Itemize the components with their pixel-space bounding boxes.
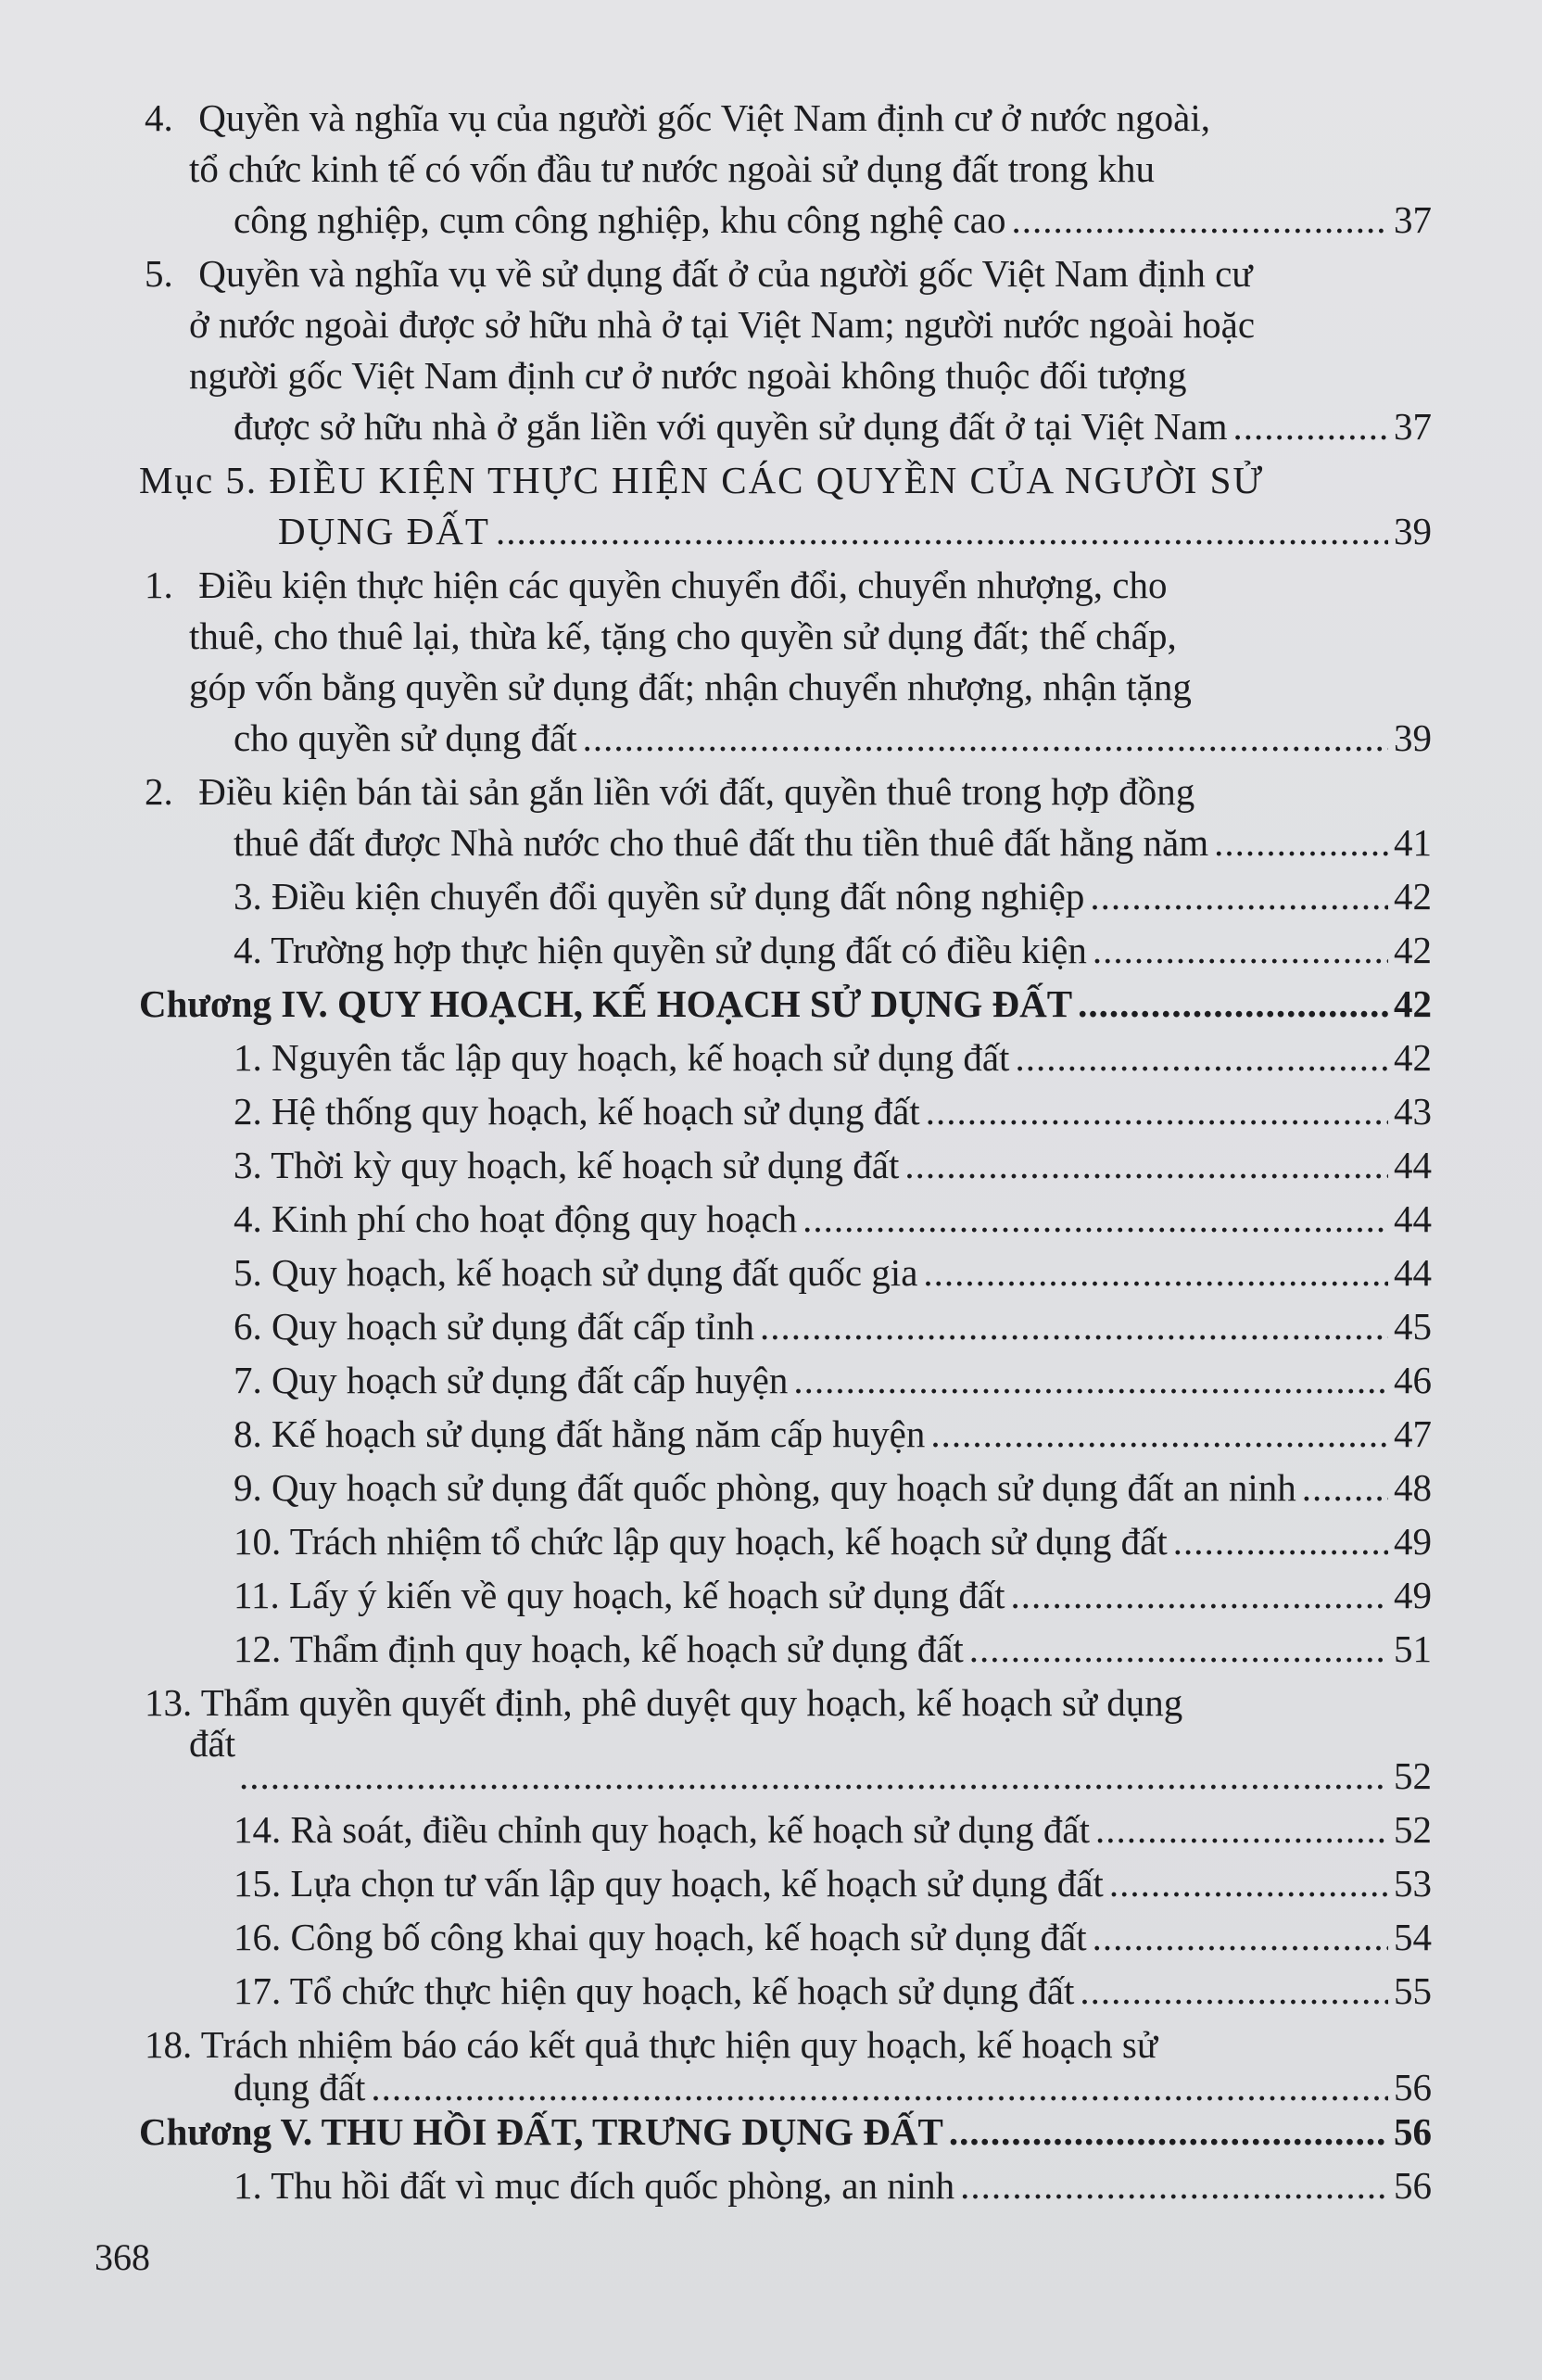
entry-text-line: được sở hữu nhà ở gắn liền với quyền sử dụng đất ở tại Việt Nam — [234, 405, 1228, 448]
entry-page: 44 — [1394, 1251, 1432, 1294]
entry-page: 43 — [1394, 1090, 1432, 1133]
leader-dots — [583, 713, 1388, 764]
entry-page: 42 — [1394, 982, 1432, 1025]
entry-text-line: thuê, cho thuê lại, thừa kế, tặng cho quyền sử dụng đất; thế chấp, — [189, 614, 1177, 657]
entry-number: 4. — [234, 1197, 262, 1240]
toc-section — [139, 455, 1432, 557]
entry-text-line: Điều kiện chuyển đổi quyền sử dụng đất nông nghiệp — [272, 875, 1085, 918]
leader-dots — [760, 1301, 1388, 1352]
entry-text-line: Tổ chức thực hiện quy hoạch, kế hoạch sử dụng đất — [289, 1969, 1075, 2012]
entry-text-line: người gốc Việt Nam định cư ở nước ngoài không thuộc đối tượng — [189, 354, 1187, 397]
toc-entry: 4. Quyền và nghĩa vụ của người gốc Việt Nam định cư ở nước ngoài, tổ chức kinh tế có vốn đầu tư nước ngoài sử dụng đất trong khu công nghiệp, cụm công nghiệp, khu công nghệ cao ..... 37 — [139, 93, 1432, 246]
toc-entry — [139, 1912, 1432, 1963]
entry-text-line: Thu hồi đất vì mục đích quốc phòng, an ninh — [271, 2164, 955, 2207]
toc-entry — [139, 1858, 1432, 1909]
toc-entry — [139, 1966, 1432, 2017]
entry-page: 49 — [1394, 1520, 1432, 1563]
entry-text-line: Rà soát, điều chỉnh quy hoạch, kế hoạch sử dụng đất — [290, 1808, 1091, 1851]
entry-number: 1. — [234, 1036, 262, 1079]
leader-dots — [1011, 195, 1388, 246]
entry-text-line: Trách nhiệm tổ chức lập quy hoạch, kế hoạch sử dụng đất — [289, 1520, 1168, 1563]
toc-entry — [139, 871, 1432, 922]
leader-dots — [904, 1140, 1388, 1191]
entry-page: 48 — [1394, 1466, 1432, 1509]
entry-page: 41 — [1394, 821, 1432, 864]
leader-dots — [1093, 925, 1388, 976]
entry-page: 39 — [1394, 716, 1432, 759]
toc-entry — [139, 2160, 1432, 2211]
entry-text-line: cho quyền sử dụng đất — [234, 716, 577, 759]
entry-text-line: Trường hợp thực hiện quyền sử dụng đất có điều kiện — [271, 929, 1087, 971]
leader-dots — [239, 1751, 1388, 1802]
entry-text-line: Quy hoạch sử dụng đất cấp tỉnh — [272, 1305, 754, 1348]
entry-number: 6. — [234, 1305, 262, 1348]
entry-page: 45 — [1394, 1305, 1432, 1348]
entry-page: 56 — [1394, 2066, 1432, 2108]
leader-dots — [960, 2160, 1388, 2211]
entry-text-line: Quy hoạch, kế hoạch sử dụng đất quốc gia — [272, 1251, 918, 1294]
entry-text-line: Nguyên tắc lập quy hoạch, kế hoạch sử dụng đất — [272, 1036, 1010, 1079]
entry-page: 37 — [1394, 198, 1432, 241]
entry-text-line: Quyền và nghĩa vụ của người gốc Việt Nam định cư ở nước ngoài, — [198, 96, 1210, 139]
entry-text-line: Thẩm định quy hoạch, kế hoạch sử dụng đất — [289, 1627, 964, 1670]
leader-dots — [1233, 401, 1388, 452]
entry-number: 16. — [234, 1916, 282, 1958]
leader-dots — [1109, 1858, 1388, 1909]
toc-entry — [139, 1570, 1432, 1621]
entry-text-line: tổ chức kinh tế có vốn đầu tư nước ngoài sử dụng đất trong khu — [189, 147, 1155, 190]
leader-dots — [923, 1247, 1388, 1298]
leader-dots — [1093, 1912, 1388, 1963]
toc-entry — [139, 1804, 1432, 1855]
entry-text-line: đất — [189, 1722, 236, 1765]
leader-dots — [793, 1355, 1388, 1406]
entry-number: 17. — [234, 1969, 282, 2012]
leader-dots — [1078, 979, 1388, 1030]
toc-entry — [139, 1194, 1432, 1245]
toc-entry — [139, 1462, 1432, 1513]
table-of-contents — [139, 93, 1432, 2214]
entry-page: 47 — [1394, 1412, 1432, 1455]
entry-page: 56 — [1394, 2110, 1432, 2153]
section-title-cont: DỤNG ĐẤT — [278, 510, 490, 552]
entry-text-line: Kế hoạch sử dụng đất hằng năm cấp huyện — [272, 1412, 926, 1455]
entry-number: 15. — [234, 1862, 282, 1905]
entry-page: 42 — [1394, 1036, 1432, 1079]
entry-page: 44 — [1394, 1197, 1432, 1240]
leader-dots — [1214, 817, 1388, 868]
entry-number: 7. — [234, 1359, 262, 1401]
entry-text-line: công nghiệp, cụm công nghiệp, khu công nghệ cao — [234, 198, 1006, 241]
entry-page: 44 — [1394, 1144, 1432, 1186]
entry-number: 3. — [234, 1144, 262, 1186]
entry-text-line: dụng đất — [234, 2066, 366, 2108]
entry-page: 51 — [1394, 1627, 1432, 1670]
leader-dots — [1173, 1516, 1388, 1567]
leader-dots — [371, 2070, 1388, 2104]
leader-dots — [1011, 1570, 1388, 1621]
entry-text-line: góp vốn bằng quyền sử dụng đất; nhận chuyển nhượng, nhận tặng — [189, 665, 1192, 708]
toc-entry: 5. Quyền và nghĩa vụ về sử dụng đất ở của người gốc Việt Nam định cư ở nước ngoài được sở hữu nhà ở tại Việt Nam; người nước ngoài hoặc người gốc Việt Nam định cư ở nước ngoài không thuộc đối tượng được sở hữu nhà ở gắn liền với quyền sử dụng đất ở tại Việt Nam ..... 37 — [139, 248, 1432, 452]
toc-chapter — [139, 2107, 1432, 2158]
leader-dots — [926, 1086, 1388, 1137]
page-number: 368 — [95, 2236, 150, 2278]
entry-page: 54 — [1394, 1916, 1432, 1958]
entry-text-line: Công bố công khai quy hoạch, kế hoạch sử dụng đất — [290, 1916, 1087, 1958]
entry-number: 13. — [145, 1681, 193, 1724]
entry-number: 3. — [234, 875, 262, 918]
entry-number: 12. — [234, 1627, 282, 1670]
entry-page: 55 — [1394, 1969, 1432, 2012]
toc-entry — [139, 2019, 1432, 2108]
entry-text-line: Điều kiện bán tài sản gắn liền với đất, quyền thuê trong hợp đồng — [198, 770, 1195, 813]
entry-number: 14. — [234, 1808, 282, 1851]
entry-page: 37 — [1394, 405, 1432, 448]
leader-dots — [930, 1409, 1388, 1460]
entry-page: 39 — [1394, 510, 1432, 552]
toc-chapter — [139, 979, 1432, 1030]
leader-dots — [1080, 1966, 1388, 2017]
toc-entry — [139, 1086, 1432, 1137]
toc-entry — [139, 1247, 1432, 1298]
entry-page: 42 — [1394, 929, 1432, 971]
leader-dots — [803, 1194, 1388, 1245]
entry-number: 8. — [234, 1412, 262, 1455]
leader-dots — [949, 2107, 1388, 2158]
chapter-title: Chương IV. QUY HOẠCH, KẾ HOẠCH SỬ DỤNG ĐẤT — [139, 982, 1073, 1025]
entry-text-line: Quyền và nghĩa vụ về sử dụng đất ở của người gốc Việt Nam định cư — [198, 252, 1253, 295]
leader-dots — [496, 506, 1388, 557]
toc-entry — [139, 1516, 1432, 1567]
entry-number: 11. — [234, 1574, 280, 1616]
entry-page: 53 — [1394, 1862, 1432, 1905]
toc-entry — [139, 1409, 1432, 1460]
entry-number: 2. — [234, 1090, 262, 1133]
entry-number: 5. — [234, 1251, 262, 1294]
entry-text-line: Điều kiện thực hiện các quyền chuyển đổi, chuyển nhượng, cho — [198, 563, 1168, 606]
entry-page: 52 — [1394, 1808, 1432, 1851]
entry-text-line: ở nước ngoài được sở hữu nhà ở tại Việt Nam; người nước ngoài hoặc — [189, 303, 1256, 346]
entry-page: 49 — [1394, 1574, 1432, 1616]
entry-number: 10. — [234, 1520, 282, 1563]
entry-text-line: Lựa chọn tư vấn lập quy hoạch, kế hoạch sử dụng đất — [290, 1862, 1104, 1905]
entry-number: 9. — [234, 1466, 262, 1509]
toc-entry — [139, 1677, 1432, 1802]
entry-number: 18. — [145, 2023, 193, 2066]
entry-text-line: Kinh phí cho hoạt động quy hoạch — [272, 1197, 798, 1240]
toc-entry — [139, 925, 1432, 976]
entry-number: 4. — [234, 929, 262, 971]
entry-text-line: thuê đất được Nhà nước cho thuê đất thu tiền thuê đất hằng năm — [234, 821, 1209, 864]
entry-number: 1. — [234, 2164, 262, 2207]
toc-entry: 2. Điều kiện bán tài sản gắn liền với đất, quyền thuê trong hợp đồng thuê đất được Nhà nước cho thuê đất thu tiền thuê đất hằng năm ..... 41 — [139, 766, 1432, 868]
section-title: Mục 5. ĐIỀU KIỆN THỰC HIỆN CÁC QUYỀN CỦA NGƯỜI SỬ — [139, 459, 1265, 501]
entry-page: 56 — [1394, 2164, 1432, 2207]
entry-page: 42 — [1394, 875, 1432, 918]
entry-text-line: Lấy ý kiến về quy hoạch, kế hoạch sử dụng đất — [288, 1574, 1005, 1616]
leader-dots — [1302, 1462, 1388, 1513]
toc-entry — [139, 1624, 1432, 1675]
entry-text-line: Thẩm quyền quyết định, phê duyệt quy hoạch, kế hoạch sử dụng — [200, 1681, 1183, 1724]
entry-text-line: Quy hoạch sử dụng đất cấp huyện — [272, 1359, 789, 1401]
leader-dots — [1015, 1032, 1388, 1083]
leader-dots — [969, 1624, 1388, 1675]
entry-text-line: Hệ thống quy hoạch, kế hoạch sử dụng đất — [272, 1090, 920, 1133]
entry-text-line: Quy hoạch sử dụng đất quốc phòng, quy hoạch sử dụng đất an ninh — [272, 1466, 1296, 1509]
toc-entry — [139, 1355, 1432, 1406]
toc-entry — [139, 1032, 1432, 1083]
toc-entry — [139, 1301, 1432, 1352]
entry-page: 52 — [1394, 1754, 1432, 1797]
leader-dots — [1090, 871, 1388, 922]
leader-dots — [1095, 1804, 1388, 1855]
entry-text-line: Thời kỳ quy hoạch, kế hoạch sử dụng đất — [271, 1144, 900, 1186]
chapter-title: Chương V. THU HỒI ĐẤT, TRƯNG DỤNG ĐẤT — [139, 2110, 943, 2153]
toc-entry: 1. Điều kiện thực hiện các quyền chuyển đổi, chuyển nhượng, cho thuê, cho thuê lại, thừa kế, tặng cho quyền sử dụng đất; thế chấp, góp vốn bằng quyền sử dụng đất; nhận chuyển nhượng, nhận tặng cho quyền sử dụng đất ..... 39 — [139, 560, 1432, 764]
entry-page: 46 — [1394, 1359, 1432, 1401]
entry-text-line: Trách nhiệm báo cáo kết quả thực hiện quy hoạch, kế hoạch sử — [200, 2023, 1158, 2066]
toc-entry — [139, 1140, 1432, 1191]
